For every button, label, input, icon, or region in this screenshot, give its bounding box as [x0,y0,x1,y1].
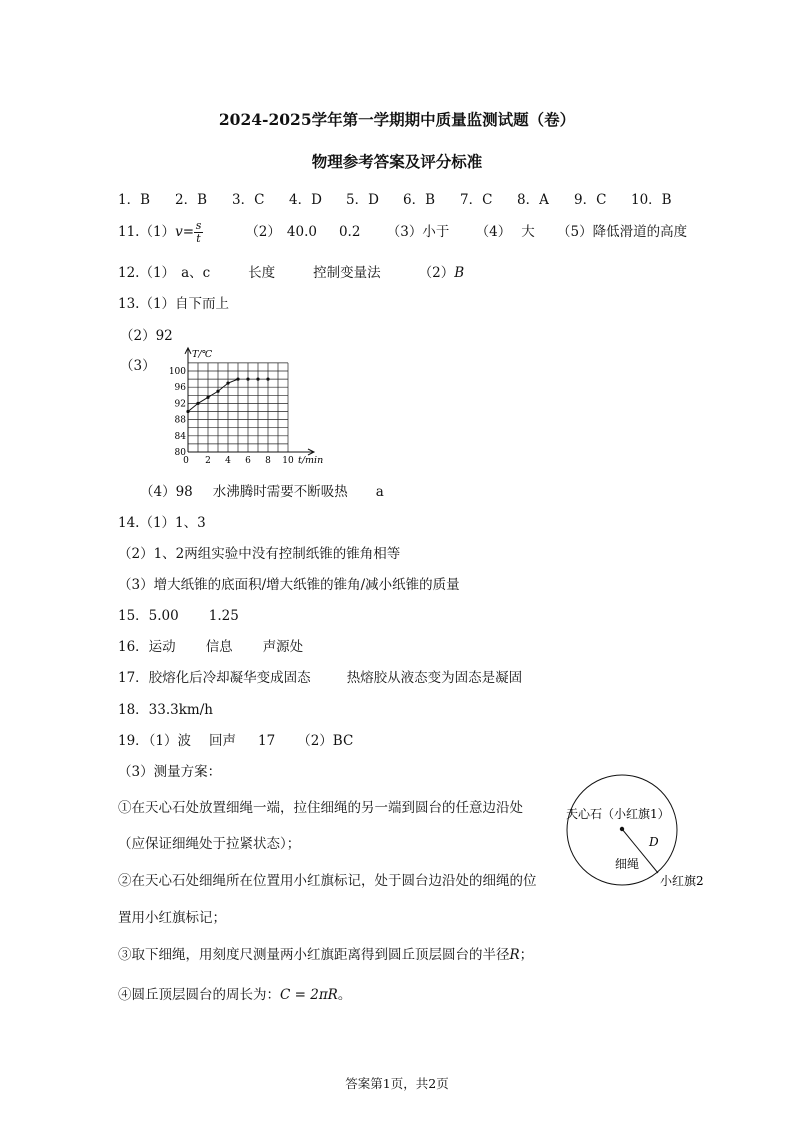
q12-c: 控制变量法 [313,265,381,281]
y-tick-label: 100 [168,367,186,377]
answer-19 [118,729,353,749]
data-point [196,402,199,405]
answer-7: 7．C [460,192,493,208]
data-point [246,378,249,381]
data-point [256,378,259,381]
x-tick-label: 2 [205,456,211,466]
q13-line4 [140,480,384,500]
answer-11 [118,220,687,245]
q19-s3b: ； [519,947,534,963]
q12-d: （2） [418,265,455,281]
q11-prefix: 11.（1） [118,224,176,240]
q19-a: 19．（1）波 [118,733,192,749]
q19-s4f: C = 2πR [280,987,338,1003]
q12-a: a、c [181,265,211,281]
q14-line1: 14.（1）1、3 [118,515,206,531]
q11-part2: （2） [245,224,281,240]
q13-l4a: （4）98 [140,484,193,500]
x-axis-label: t/min [298,455,324,466]
q13-line3: （3） [120,358,156,374]
formula-eq: = [182,224,195,240]
q19-step1b: （应保证细绳处于拉紧状态）； [118,836,301,852]
q12-e: B [454,265,465,281]
q19-s3a: ③取下细绳，用刻度尺测量两小红旗距离得到圆丘顶层圆台的半径 [118,947,510,963]
fraction-numerator: s [195,219,202,232]
data-point [266,378,269,381]
formula-v: v [175,224,183,240]
q17-a: 17．胶熔化后冷却凝华变成固态 [118,670,311,686]
answer-17 [118,666,522,686]
answer-2: 2．B [175,192,208,208]
q19-s3r: R [509,947,520,963]
q14-line3: （3）增大纸锥的底面积/增大纸锥的锥角/减小纸锥的质量 [118,577,460,593]
y-tick-label: 92 [174,399,186,410]
q16-c: 声源处 [262,639,304,655]
rope-label: 细绳 [615,857,640,871]
q16-b: 信息 [205,639,233,655]
q11-part2-a: 40.0 [286,224,317,240]
data-point [236,378,239,381]
formula-fraction [194,220,203,245]
edge-flag-label: 小红旗2 [660,874,704,888]
answer-12 [118,261,464,281]
q19-step2b: 置用小红旗标记； [118,910,226,926]
x-tick-label: 10 [282,456,294,466]
q13-l4c: a [375,484,384,500]
q19-c: 17 [258,733,276,749]
answer-16 [118,635,303,655]
answer-3: 3．C [232,192,265,208]
d-label: D [649,835,659,849]
data-point [226,382,229,385]
center-label: 天心石（小红旗1） [566,807,670,821]
page-footer: 答案第1页，共2页 [345,1076,449,1091]
answer-8: 8．A [517,192,549,208]
y-tick-label: 84 [174,431,186,442]
q11-part3: （3）小于 [386,224,450,240]
answer-4: 4．D [289,192,322,208]
data-point [216,390,219,393]
fraction-denominator: t [196,232,201,245]
q15-a: 15．5.00 [118,608,179,624]
q11-part4-a: 大 [521,224,535,240]
q11-part2-b: 0.2 [338,224,361,240]
q19-plan-heading: （3）测量方案： [118,764,222,780]
x-tick-label: 0 [183,456,189,466]
answers-1-10 [118,188,672,208]
y-axis-label: T/℃ [192,348,213,360]
data-point [206,396,209,399]
q13-l4b: 水沸腾时需要不断吸热 [212,484,348,500]
y-tick-label: 80 [174,448,186,458]
answer-18: 18．33.3km/h [118,702,213,718]
y-tick-label: 88 [174,415,186,426]
q11-part5: （5）降低滑道的高度 [557,224,688,240]
q19-step2: ②在天心石处细绳所在位置用小红旗标记，处于圆台边沿处的细绳的位 [118,873,537,889]
x-tick-label: 8 [265,456,271,466]
q19-s4b: 。 [337,987,352,1003]
circle-diagram-svg [560,768,720,898]
q13-line2: （2）92 [120,328,173,344]
x-tick-label: 4 [225,456,231,466]
q13-line1: 13.（1）自下而上 [118,296,230,312]
data-point [186,410,189,413]
q14-line2: （2）1、2两组实验中没有控制纸锥的锥角相等 [118,546,401,562]
page-title: 2024-2025学年第一学期期中质量监测试题（卷） [218,110,576,129]
q11-part4: （4） [475,224,512,240]
chart-svg [163,342,333,472]
q19-step4 [118,983,351,1003]
q12-prefix: 12.（1） [118,265,176,281]
answer-10: 10．B [631,192,672,208]
answer-1: 1．B [118,192,151,208]
q12-b: 长度 [248,265,276,281]
q15-b: 1.25 [208,608,239,624]
answer-15 [118,604,239,624]
answer-9: 9．C [574,192,607,208]
y-tick-label: 96 [174,383,186,394]
circle-diagram [560,768,720,898]
x-tick-label: 6 [245,456,251,466]
q19-step1: ①在天心石处放置细绳一端，拉住细绳的另一端到圆台的任意边沿处 [118,800,523,816]
q19-s4a: ④圆丘顶层圆台的周长为： [118,987,280,1003]
q17-b: 热熔胶从液态变为固态是凝固 [346,670,523,686]
temperature-chart [163,342,333,472]
page-subtitle: 物理参考答案及评分标准 [311,152,483,171]
q19-d: （2）BC [297,733,354,749]
q19-b: 回声 [209,733,237,749]
q16-a: 16．运动 [118,639,176,655]
answer-5: 5．D [346,192,379,208]
q19-step3 [118,943,533,963]
answer-6: 6．B [403,192,436,208]
